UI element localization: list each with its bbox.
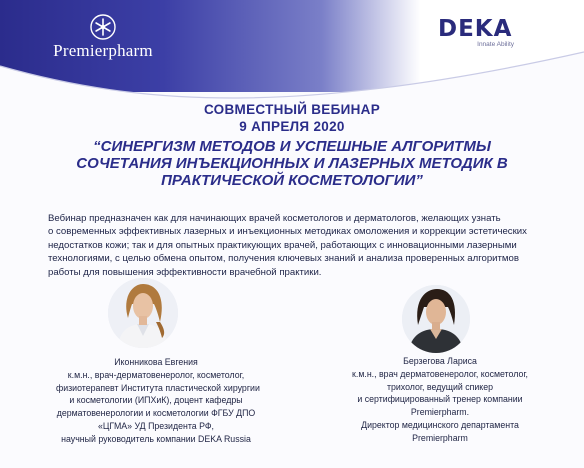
event-type-heading: СОВМЕСТНЫЙ ВЕБИНАР [203, 102, 381, 117]
description-line: технологиями, с целью обмена опытом, получения ключевых знаний и анализа проверенных алгоритмов [48, 253, 519, 265]
speaker-bio-line: и косметологии (ИПХиК), доцент кафедры [69, 395, 243, 406]
speaker-bio-line: Директор медицинского департамента [361, 419, 519, 430]
speaker-bio-line: научный руководитель компании DEKA Russia [61, 433, 251, 444]
description-line: работы для повышения эффективности врачебной практики. [48, 266, 322, 278]
description-line: недостатков кожи; так и для опытных практикующих врачей, работающих с инновационными лазерными [48, 239, 517, 251]
event-title-line: ПРАКТИЧЕСКОЙ КОСМЕТОЛОГИИ” [161, 172, 423, 189]
premierpharm-logo [48, 14, 158, 61]
speaker-bio-berzegova [342, 355, 538, 445]
event-title-line: “СИНЕРГИЗМ МЕТОДОВ И УСПЕШНЫЕ АЛГОРИТМЫ [93, 138, 491, 155]
speaker-name: Берзегова Лариса [403, 356, 477, 366]
speaker-bio-line: дерматовенерологии и косметологии ФГБУ ДПО [56, 408, 256, 419]
speaker-bio-line: и сертифицированный тренер компании [357, 394, 523, 405]
speaker-photo-ikonnikova [108, 278, 178, 348]
speaker-bio-line: к.м.н., врач дерматовенеролог, косметолог, [352, 368, 528, 379]
speaker-bio-line: «ЦГМА» УД Президента РФ, [98, 420, 214, 431]
speaker-bio-line: Premierpharm [412, 432, 468, 443]
speaker-bio-line: трихолог, ведущий спикер [386, 381, 494, 392]
event-title-line: СОЧЕТАНИЯ ИНЪЕКЦИОННЫХ И ЛАЗЕРНЫХ МЕТОДИК В [76, 155, 508, 172]
event-description [48, 212, 548, 279]
event-date: 9 АПРЕЛЯ 2020 [239, 119, 345, 134]
speaker-bio-line: физиотерапевт Института пластической хирургии [56, 382, 260, 393]
event-title [50, 138, 534, 189]
speaker-photo-berzegova [402, 285, 470, 353]
deka-tagline: Innate Ability [477, 41, 514, 48]
speaker-name: Иконникова Евгения [114, 357, 198, 367]
description-line: Вебинар предназначен как для начинающих врачей косметологов и дерматологов, желающих узнать [48, 213, 501, 224]
snowflake-emblem-icon [90, 14, 116, 40]
premierpharm-wordmark: Premierpharm [53, 41, 153, 60]
deka-wordmark: DEKA [438, 16, 513, 42]
speaker-bio-line: к.м.н., врач-дерматовенеролог, косметолог, [67, 369, 245, 380]
description-line: о современных эффективных лазерных и инъекционных методиках омоложения и коррекции эстетических [48, 226, 527, 238]
speaker-bio-ikonnikova [56, 356, 260, 446]
speaker-bio-line: Premierpharm. [410, 407, 470, 418]
deka-logo [438, 16, 518, 48]
